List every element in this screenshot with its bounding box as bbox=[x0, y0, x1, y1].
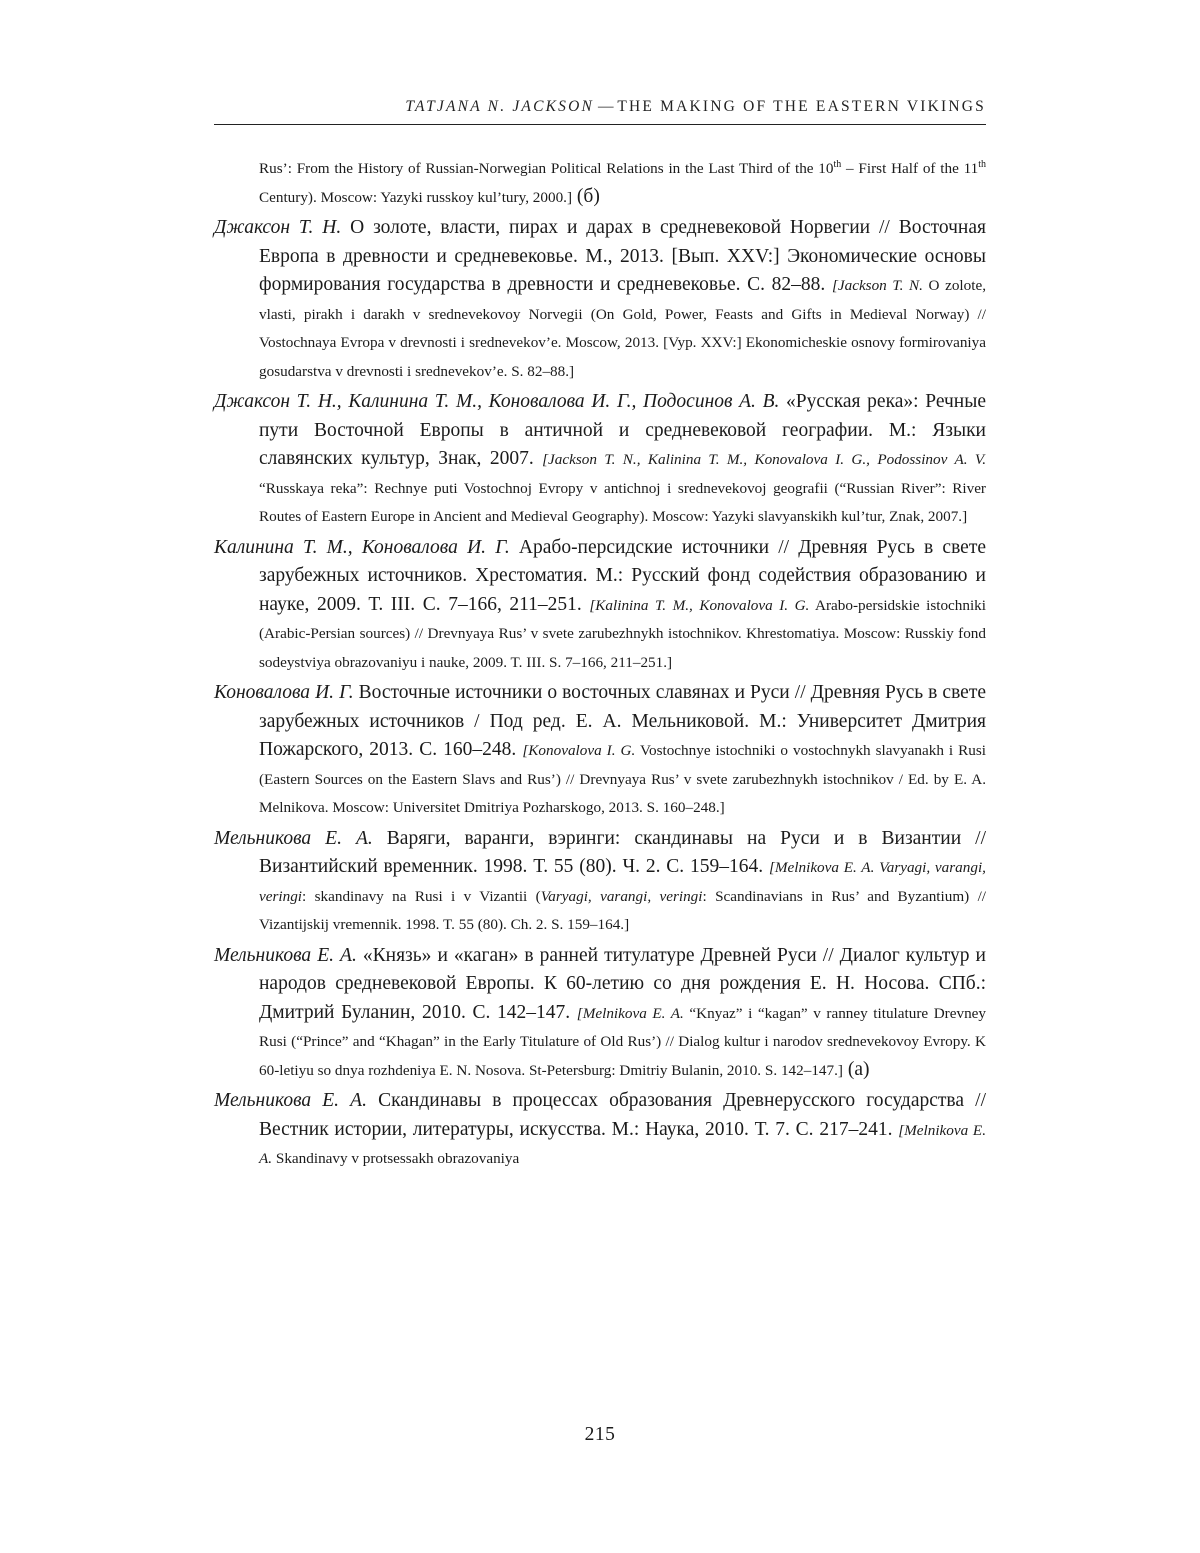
entry-author: Мельникова Е. А. bbox=[214, 1090, 367, 1111]
entry-text: О золоте, власти, пирах и дарах в средневековой Норвегии // Восточная Европа в древности и средневековье. М., 2013. [Вып. XXV:] Экономические основы формирования государства в древности и средневековье. С. 82–88. bbox=[259, 217, 986, 295]
entry-author: Коновалова И. Г. bbox=[214, 682, 354, 703]
bibliography-entry bbox=[214, 679, 986, 822]
bibliography-entry bbox=[214, 534, 986, 677]
entry-text: «Князь» и «каган» в ранней титулатуре Древней Руси // Диалог культур и народов средневековой Европы. К 60-летию со дня рождения Е. Н. Носова. СПб.: Дмитрий Буланин, 2010. С. 142–147. bbox=[259, 944, 986, 1023]
translation: [Konovalova I. G. Vostochnye istochniki o vostochnykh slavyanakh i Rusi (Eastern Sources on the Eastern Slavs and Rus’) // Drevnyaya Rus’ v svete zarubezhnykh istochnikov / Ed. by E. A. Melnikova. Moscow: Universitet Dmitriya Pozharskogo, 2013. S. 160–248.] bbox=[259, 742, 986, 816]
translation: [Melnikova E. A. “Knyaz” i “kagan” v ranney titulature Drevney Rusi (“Prince” and “Khagan” in the Early Titulature of Old Rus’) // Dialog kultur i narodov srednevekovoy Evropy. K 60-letiyu so dnya rozhdeniya E. N. Nosova. St-Petersburg: Dmitriy Bulanin, 2010. S. 142–147.] bbox=[259, 1004, 986, 1079]
entry-text: «Русская река»: Речные пути Восточной Европы в античной и средневековой географии. М.: Языки славянских культур, Знак, 2007. bbox=[259, 391, 986, 469]
translation: Rus’: From the History of Russian-Norwegian Political Relations in the Last Third of the 10th – First Half of the 11th Century). Moscow: Yazyki russkoy kul’tury, 2000.] bbox=[259, 158, 986, 206]
bibliography-entry bbox=[214, 154, 986, 211]
entry-author: Мельникова Е. А. bbox=[214, 827, 373, 849]
entry-author: Мельникова Е. А. bbox=[214, 944, 357, 966]
bibliography-entry bbox=[214, 825, 986, 939]
running-head-title: THE MAKING OF THE EASTERN VIKINGS bbox=[617, 98, 986, 115]
entry-text: Скандинавы в процессах образования Древнерусского государства // Вестник истории, литературы, искусства. М.: Наука, 2010. Т. 7. С. 217–241. bbox=[259, 1090, 986, 1140]
bibliography-entry bbox=[214, 214, 986, 385]
entry-text: Варяги, варанги, вэринги: скандинавы на Руси и в Византии // Византийский временник. 1998. Т. 55 (80). Ч. 2. С. 159–164. bbox=[259, 827, 986, 877]
entry-author: Джаксон Т. Н., Калинина Т. М., Коновалова И. Г., Подосинов А. В. bbox=[214, 391, 780, 412]
entry-author: Джаксон Т. Н. bbox=[214, 217, 342, 238]
bibliography-entry bbox=[214, 388, 986, 531]
translation: [Melnikova E. A. Varyagi, varangi, veringi: skandinavy na Rusi i v Vizantii (Varyagi, varangi, veringi: Scandinavians in Rus’ and Byzantium) // Vizantijskij vremennik. 1998. T. 55 (80). Ch. 2. S. 159–164.] bbox=[259, 859, 987, 933]
bibliography bbox=[214, 154, 986, 1176]
running-head-author: TATJANA N. JACKSON bbox=[405, 98, 595, 115]
translation: [Melnikova E. A. Skandinavy v protsessakh obrazovaniya bbox=[259, 1121, 986, 1167]
translation: [Kalinina T. M., Konovalova I. G. Arabo-persidskie istochniki (Arabic-Persian sources) // Drevnyaya Rus’ v svete zarubezhnykh istochnikov. Khrestomatiya. Moscow: Russkiy fond sodeystviya obrazovaniyu i nauke, 2009. T. III. S. 7–166, 211–251.] bbox=[259, 596, 986, 671]
entry-author: Калинина Т. М., Коновалова И. Г. bbox=[214, 536, 510, 558]
running-head bbox=[214, 98, 986, 125]
entry-mark: (a) bbox=[842, 1058, 870, 1080]
entry-mark: (б) bbox=[572, 185, 600, 207]
translation: [Jackson T. N. O zolote, vlasti, pirakh i darakh v srednevekovoy Norvegii (On Gold, Power, Feasts and Gifts in Medieval Norway) // Vostochnaya Evropa v drevnosti i srednevekov’e. Moscow, 2013. [Vyp. XXV:] Ekonomicheskie osnovy formirovaniya gosudarstva v drevnosti i srednevekov’e. S. 82–88.] bbox=[259, 277, 986, 380]
entry-text: Арабо-персидские источники // Древняя Русь в свете зарубежных источников. Хрестоматия. М.: Русский фонд содействия образованию и науке, 2009. Т. III. С. 7–166, 211–251. bbox=[259, 536, 986, 615]
running-head-separator: — bbox=[594, 98, 618, 115]
entry-text: Восточные источники о восточных славянах и Руси // Древняя Русь в свете зарубежных источников / Под ред. Е. А. Мельниковой. М.: Университет Дмитрия Пожарского, 2013. С. 160–248. bbox=[259, 682, 987, 760]
page-number: 215 bbox=[584, 1424, 616, 1445]
bibliography-entry bbox=[214, 1087, 986, 1173]
translation: [Jackson T. N., Kalinina T. M., Konovalova I. G., Podossinov A. V. “Russkaya reka”: Rechnye puti Vostochnoj Evropy v antichnoj i srednevekovoj geografii (“Russian River”: River Routes of Eastern Europe in Ancient and Medieval Geography). Moscow: Yazyki slavyanskikh kul’tur, Znak, 2007.] bbox=[259, 451, 986, 525]
bibliography-entry bbox=[214, 942, 986, 1085]
